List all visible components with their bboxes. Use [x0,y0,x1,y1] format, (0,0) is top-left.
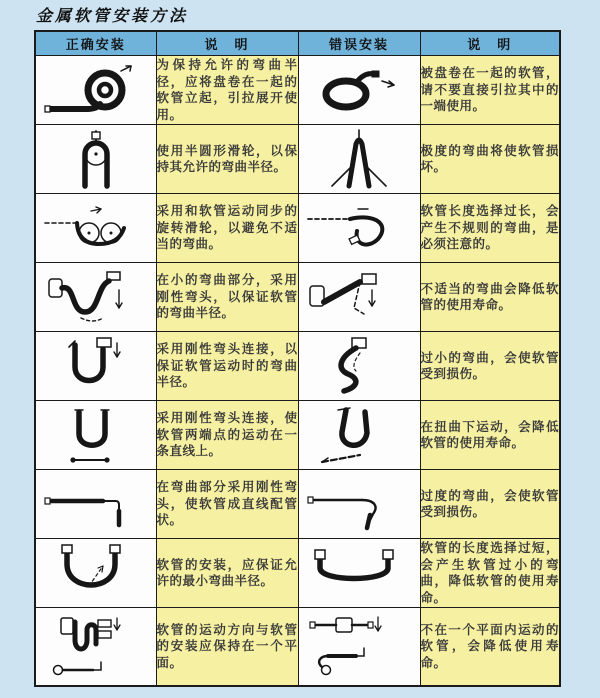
wrong-illustration-cell [298,263,420,332]
twisted-u-icon [304,404,414,466]
rigid-elbow-connection-icon [41,335,151,397]
correct-description: 在小的弯曲部分，采用刚性弯头，以保证软管的弯曲半径。 [156,263,298,332]
wrong-illustration-cell [298,539,420,608]
overbent-pipe-icon [304,473,414,535]
correct-illustration-cell [35,470,156,539]
same-plane-motion-icon [41,612,151,682]
table-row [35,401,560,470]
correct-description: 软管的安装，应保证允许的最小弯曲半径。 [156,539,298,608]
standing-coil-unrolling-icon [41,59,151,121]
table-row [35,56,560,125]
irregular-loop-icon [304,197,414,259]
wrong-illustration-cell [298,125,420,194]
rotating-pulleys-icon [41,197,151,259]
installation-table [34,30,561,687]
table-row [35,608,560,687]
wrong-description: 过小的弯曲，会使软管受到损伤。 [420,332,560,401]
header-wrong-install: 错误安装 [298,31,420,56]
correct-illustration-cell [35,263,156,332]
out-of-plane-motion-icon [304,612,414,682]
table-row [35,332,560,401]
correct-illustration-cell [35,608,156,687]
sharp-extreme-bend-icon [304,128,414,190]
table-row [35,125,560,194]
correct-description: 为保持允许的弯曲半径，应将盘卷在一起的软管立起，引拉展开使用。 [156,56,298,125]
wrong-illustration-cell [298,470,420,539]
table-row [35,194,560,263]
wrong-description: 不在一个平面内运动的软管，会降低使用寿命。 [420,608,560,687]
wrong-illustration-cell [298,56,420,125]
wrong-description: 被盘卷在一起的软管，请不要直接引拉其中的一端使用。 [420,56,560,125]
wrong-illustration-cell [298,401,420,470]
correct-description: 采用刚性弯头连接，以保证软管运动时的弯曲半径。 [156,332,298,401]
too-small-bend-icon [304,335,414,397]
wrong-illustration-cell [298,332,420,401]
short-hose-flat-u-icon [304,542,414,604]
wrong-description: 过度的弯曲，会使软管受到损伤。 [420,470,560,539]
table-row [35,263,560,332]
header-description-1: 说 明 [156,31,298,56]
wrong-description: 软管长度选择过长，会产生不规则的弯曲，是必须注意的。 [420,194,560,263]
wrong-description: 不适当的弯曲会降低软管的使用寿命。 [420,263,560,332]
correct-illustration-cell [35,539,156,608]
correct-illustration-cell [35,194,156,263]
correct-description: 在弯曲部分采用刚性弯头，使软管成直线配管状。 [156,470,298,539]
semicircular-pulley-icon [41,128,151,190]
wrong-description: 在扭曲下运动，会降低软管的使用寿命。 [420,401,560,470]
min-bend-radius-u-icon [41,542,151,604]
table-row [35,539,560,608]
wrong-illustration-cell [298,194,420,263]
correct-description: 使用半圆形滑轮，以保持其允许的弯曲半径。 [156,125,298,194]
correct-illustration-cell [35,56,156,125]
header-row [35,31,560,56]
inline-endpoints-u-icon [41,404,151,466]
header-correct-install: 正确安装 [35,31,156,56]
correct-description: 软管的运动方向与软管的安装应保持在一个平面。 [156,608,298,687]
table-row [35,470,560,539]
correct-illustration-cell [35,125,156,194]
rigid-elbow-small-bend-icon [41,266,151,328]
header-description-2: 说 明 [420,31,560,56]
straight-pipe-rigid-elbow-icon [41,473,151,535]
flat-coil-end-pull-icon [304,59,414,121]
wrong-description: 软管的长度选择过短，会产生软管过小的弯曲，降低软管的使用寿命。 [420,539,560,608]
improper-bend-icon [304,266,414,328]
page-title: 金属软管安装方法 [36,6,189,25]
wrong-illustration-cell [298,608,420,687]
correct-illustration-cell [35,332,156,401]
correct-description: 采用刚性弯头连接，使软管两端点的运动在一条直线上。 [156,401,298,470]
correct-illustration-cell [35,401,156,470]
correct-description: 采用和软管运动同步的旋转滑轮，以避免不适当的弯曲。 [156,194,298,263]
wrong-description: 极度的弯曲将使软管损坏。 [420,125,560,194]
